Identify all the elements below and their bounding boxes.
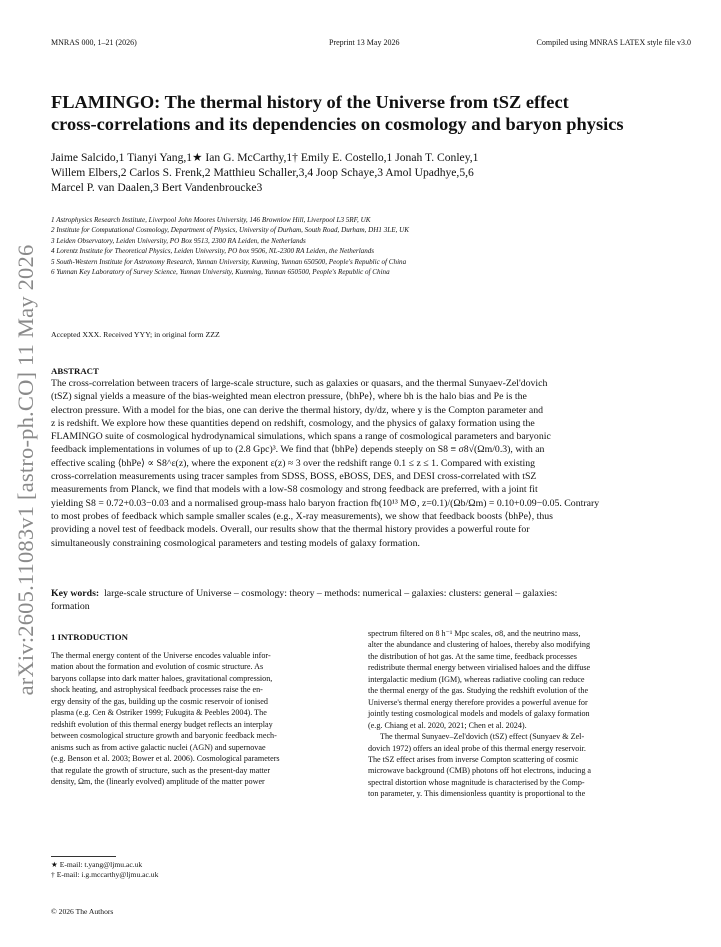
abstract-line: effective scaling ⟨bhPe⟩ ∝ S8^ε(z), where the exponent ε(z) ≈ 3 over the redshift range 0.1 ≤ z ≤ 1. Compared with existing xyxy=(51,457,536,469)
footnote-email-mccarthy: † E-mail: i.g.mccarthy@ljmu.ac.uk xyxy=(51,870,159,879)
abstract-line: measurements from Planck, we find that models with a low-S8 cosmology and strong feedback are preferred, with a joint fit xyxy=(51,484,538,496)
body-line: between cosmological structure growth and baryonic feedback mech- xyxy=(51,731,277,741)
body-line: intergalactic medium (IGM), whereas radiative cooling can reduce xyxy=(368,674,585,684)
paper-title xyxy=(51,91,691,135)
author-list xyxy=(51,151,691,195)
body-line: microwave background (CMB) photons off hot electrons, inducing a xyxy=(368,766,592,776)
body-line: shock heating, and astrophysical feedback processes raise the en- xyxy=(51,685,263,695)
header-journal: MNRAS 000, 1–21 (2026) xyxy=(51,38,137,47)
abstract-line: simultaneously constraining cosmological parameters and testing models of galaxy formation. xyxy=(51,537,420,549)
footnote-rule xyxy=(51,856,116,857)
body-line: (e.g. Chiang et al. 2020, 2021; Chen et al. 2024). xyxy=(368,720,527,730)
section-heading-introduction: 1 INTRODUCTION xyxy=(51,632,128,642)
intro-left-column xyxy=(51,650,363,787)
body-line: that regulate the growth of structure, such as the present-day matter xyxy=(51,765,271,775)
abstract-line: cross-correlation measurements using tracer samples from SDSS, BOSS, eBOSS, DES, and DESI cross-correlated with tSZ xyxy=(51,471,537,483)
keywords-line-1: large-scale structure of Universe – cosmology: theory – methods: numerical – galaxies: clusters: general – galaxies: xyxy=(104,588,558,599)
abstract-heading: ABSTRACT xyxy=(51,366,99,376)
abstract-line: electron pressure. With a model for the bias, one can derive the thermal history, dy/dz, where y is the Compton parameter and xyxy=(51,404,544,416)
body-line: density, Ωm, the (linearly evolved) amplitude of the matter power xyxy=(51,776,265,786)
title-line-2: cross-correlations and its dependencies on cosmology and baryon physics xyxy=(51,114,624,134)
title-line-1: FLAMINGO: The thermal history of the Universe from tSZ effect xyxy=(51,92,569,112)
body-line: the distribution of hot gas. At the same time, feedback processes xyxy=(368,651,577,661)
affiliations xyxy=(51,215,691,277)
abstract-line: z is redshift. We explore how these quantities depend on redshift, cosmology, and the physics of galaxy formation using the xyxy=(51,417,535,429)
affiliation: 1 Astrophysics Research Institute, Liverpool John Moores University, 146 Brownlow Hill, Liverpool L3 5RF, UK xyxy=(51,216,371,224)
abstract-line: FLAMINGO suite of cosmological hydrodynamical simulations, which spans a range of cosmological parameters and baryonic xyxy=(51,431,551,443)
body-line: redistribute thermal energy between virialised haloes and the diffuse xyxy=(368,663,591,673)
author-line-3: Marcel P. van Daalen,3 Bert Vandenbroucke3 xyxy=(51,180,263,194)
affiliation: 2 Institute for Computational Cosmology, Department of Physics, University of Durham, South Road, Durham, DH1 3LE, UK xyxy=(51,226,409,235)
author-line-2: Willem Elbers,2 Carlos S. Frenk,2 Matthieu Schaller,3,4 Joop Schaye,3 Amol Upadhye,5,6 xyxy=(51,165,474,179)
body-line: mation about the formation and evolution of cosmic structure. As xyxy=(51,662,264,672)
abstract-line: feedback implementations in volumes of up to (2.8 Gpc)³. We find that ⟨bhPe⟩ depends steeply on S8 ≡ σ8√(Ωm/0.3), with an xyxy=(51,444,545,456)
body-line: (e.g. Benson et al. 2003; Bower et al. 2006). Cosmological parameters xyxy=(51,754,280,764)
arxiv-sidebar xyxy=(10,224,42,716)
body-line: dovich 1972) offers an ideal probe of this thermal energy reservoir. xyxy=(368,743,586,753)
abstract-line: The cross-correlation between tracers of large-scale structure, such as galaxies or quasars, and the thermal Sunyaev-Zel'dovich xyxy=(51,378,548,389)
affiliation: 4 Lorentz Institute for Theoretical Physics, Leiden University, PO box 9506, NL-2300 RA Leiden, the Netherlands xyxy=(51,247,375,256)
body-line: Universe's thermal energy therefore provides a powerful avenue for xyxy=(368,697,588,707)
affiliation: 6 Yunnan Key Laboratory of Survey Science, Yunnan University, Kunming, Yunnan 650500, People's Republic of China xyxy=(51,268,390,277)
abstract-line: to most probes of feedback which sample smaller scales (e.g., X-ray measurements), we show that feedback boosts ⟨bhPe⟩, thus xyxy=(51,510,553,522)
body-line: ton parameter, y. This dimensionless quantity is proportional to the xyxy=(368,789,586,799)
accepted-line: Accepted XXX. Received YYY; in original form ZZZ xyxy=(51,330,220,339)
copyright: © 2026 The Authors xyxy=(51,907,114,916)
keywords xyxy=(51,587,691,614)
keywords-label: Key words: xyxy=(51,588,100,599)
body-line: jointly testing cosmological models and models of galaxy formation xyxy=(368,709,590,719)
keywords-line-2: formation xyxy=(51,601,90,613)
affiliation: 3 Leiden Observatory, Leiden University, PO Box 9513, 2300 RA Leiden, the Netherlands xyxy=(51,236,306,245)
author-line-1: Jaime Salcido,1 Tianyi Yang,1★ Ian G. McCarthy,1† Emily E. Costello,1 Jonah T. Conley,1 xyxy=(51,151,479,164)
affiliation: 5 South-Western Institute for Astronomy Research, Yunnan University, Kunming, Yunnan 650500, People's Republic of China xyxy=(51,257,407,266)
body-line: The tSZ effect arises from inverse Compton scattering of cosmic xyxy=(368,754,579,764)
footnotes xyxy=(51,860,158,880)
body-line: alter the abundance and clustering of haloes, thereby also modifying xyxy=(368,640,591,650)
body-line: spectrum filtered on 8 h⁻¹ Mpc scales, σ8, and the neutrino mass, xyxy=(368,629,581,638)
body-line: the thermal energy of the gas. Studying the redshift evolution of the xyxy=(368,686,589,696)
arxiv-id: arXiv:2605.11083v1 [astro-ph.CO] 11 May 2026 xyxy=(13,244,38,696)
body-line: baryons collapse into dark matter haloes, gravitational compression, xyxy=(51,673,273,683)
abstract-line: providing a novel test of feedback models. Overall, our results show that the thermal history provides a powerful route for xyxy=(51,524,530,536)
header-compiled: Compiled using MNRAS LATEX style file v3.0 xyxy=(536,38,691,47)
body-line: redshift evolution of this thermal energy budget reflects an interplay xyxy=(51,719,273,729)
abstract-line: yielding S8 = 0.72+0.03−0.03 and a normalised group-mass halo baryon fraction fb(10¹³ M⊙, z=0.1)/(Ωb/Ωm) = 0.10+0.09−0.05. Contrary xyxy=(51,497,600,509)
body-line: spectral distortion whose magnitude is characterised by the Comp- xyxy=(368,777,585,787)
body-line: plasma (e.g. Cen & Ostriker 1999; Fukugita & Peebles 2004). The xyxy=(51,708,267,718)
intro-right-column xyxy=(368,628,691,800)
footnote-email-yang: ★ E-mail: t.yang@ljmu.ac.uk xyxy=(51,860,143,869)
body-line: The thermal energy content of the Universe encodes valuable infor- xyxy=(51,651,271,660)
abstract-line: (tSZ) signal yields a measure of the bias-weighted mean electron pressure, ⟨bhPe⟩, where bh is the halo bias and Pe is the xyxy=(51,391,527,403)
abstract-body xyxy=(51,377,691,550)
header-preprint-date: Preprint 13 May 2026 xyxy=(329,38,400,47)
body-line: anisms such as from active galactic nuclei (AGN) and supernovae xyxy=(51,742,266,752)
body-line: ergy density of the gas, building up the cosmic reservoir of ionised xyxy=(51,696,268,706)
body-line: The thermal Sunyaev–Zel'dovich (tSZ) effect (Sunyaev & Zel- xyxy=(380,732,585,742)
